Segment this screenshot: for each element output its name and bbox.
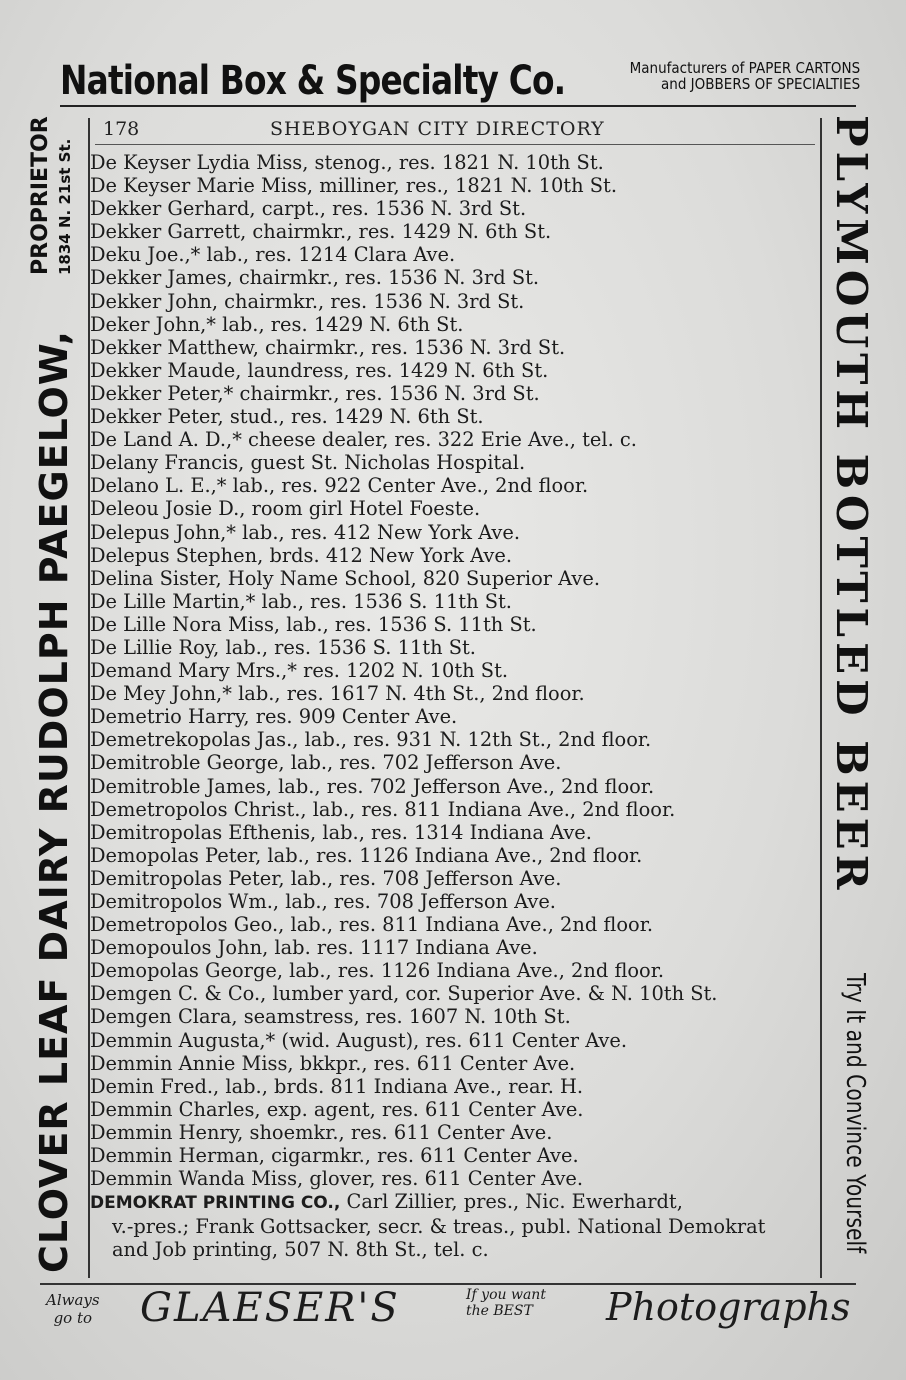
ad-if-you-want <box>466 1287 546 1319</box>
top-advertisement <box>60 50 860 110</box>
ad-glaesers: GLAESER'S <box>140 1285 400 1331</box>
directory-entries <box>90 151 818 1262</box>
list-item: Delina Sister, Holy Name School, 820 Superior Ave. <box>90 566 600 590</box>
page-header <box>95 118 815 140</box>
ad-if-you-want-line1: If you want <box>466 1287 546 1303</box>
list-item: Demitropolos Wm., lab., res. 708 Jefferson Ave. <box>90 890 556 913</box>
ad-always-go-to <box>46 1291 100 1327</box>
list-item: Demetropolos Geo., lab., res. 811 Indiana Ave., 2nd floor. <box>90 913 654 937</box>
list-item: Demetropolos Christ., lab., res. 811 Indiana Ave., 2nd floor. <box>90 797 676 821</box>
left-ad-address: 1834 N. 21st St. <box>56 138 74 275</box>
list-item: Dekker James, chairmkr., res. 1536 N. 3rd St. <box>90 266 540 290</box>
list-item-demokrat <box>90 1190 818 1215</box>
list-item: Demgen Clara, seamstress, res. 1607 N. 10th St. <box>90 1005 571 1029</box>
page-title: SHEBOYGAN CITY DIRECTORY <box>270 118 605 140</box>
left-ad-proprietor: PROPRIETOR <box>28 116 53 275</box>
list-item: Demmin Henry, shoemkr., res. 611 Center Ave. <box>90 1120 553 1144</box>
list-item: Demmin Annie Miss, bkkpr., res. 611 Center Ave. <box>90 1051 576 1075</box>
list-item: De Mey John,* lab., res. 1617 N. 4th St., 2nd floor. <box>90 682 585 706</box>
list-item: Demin Fred., lab., brds. 811 Indiana Ave., rear. H. <box>90 1074 584 1098</box>
list-item: Dekker Garrett, chairmkr., res. 1429 N. 6th St. <box>90 220 552 244</box>
list-item: Delepus Stephen, brds. 412 New York Ave. <box>90 543 512 567</box>
list-item: Demitroble George, lab., res. 702 Jefferson Ave. <box>90 751 562 775</box>
left-vertical-advertisement <box>26 115 86 1275</box>
list-item: Deleou Josie D., room girl Hotel Foeste. <box>90 497 481 521</box>
ad-tagline-line1: Manufacturers of PAPER CARTONS <box>629 59 860 77</box>
list-item: De Lille Nora Miss, lab., res. 1536 S. 11th St. <box>90 612 537 636</box>
right-ad-slogan: Try It and Convince Yourself <box>840 973 870 1254</box>
list-item: Demopolas Peter, lab., res. 1126 Indiana Ave., 2nd floor. <box>90 843 643 867</box>
ad-always: Always <box>46 1291 100 1309</box>
top-divider <box>60 105 856 107</box>
list-item: Deker John,* lab., res. 1429 N. 6th St. <box>90 312 464 336</box>
bottom-advertisement <box>40 1285 860 1345</box>
list-item: Demmin Wanda Miss, glover, res. 611 Center Ave. <box>90 1167 584 1191</box>
right-vertical-advertisement <box>818 115 880 1285</box>
list-item: Dekker Peter, stud., res. 1429 N. 6th St. <box>90 405 484 429</box>
list-item: Demmin Charles, exp. agent, res. 611 Center Ave. <box>90 1097 584 1121</box>
left-ad-main-text: CLOVER LEAF DAIRY RUDOLPH PAEGELOW, <box>32 329 76 1273</box>
list-item: De Keyser Marie Miss, milliner, res., 1821 N. 10th St. <box>90 174 617 198</box>
list-item: Demetrekopolas Jas., lab., res. 931 N. 12th St., 2nd floor. <box>90 728 652 752</box>
ad-go-to: go to <box>53 1309 93 1327</box>
list-item: Deku Joe.,* lab., res. 1214 Clara Ave. <box>90 243 456 267</box>
list-item: Demopoulos John, lab. res. 1117 Indiana Ave. <box>90 936 538 960</box>
right-divider <box>820 118 822 1278</box>
entry-bold-lead: DEMOKRAT PRINTING CO., <box>90 1193 341 1214</box>
list-item: Dekker Gerhard, carpt., res. 1536 N. 3rd St. <box>90 197 527 221</box>
list-item: De Lille Martin,* lab., res. 1536 S. 11th St. <box>90 589 512 613</box>
list-item: Delepus John,* lab., res. 412 New York Ave. <box>90 520 521 544</box>
list-item: Delano L. E.,* lab., res. 922 Center Ave., 2nd floor. <box>90 474 589 498</box>
list-item: Demand Mary Mrs.,* res. 1202 N. 10th St. <box>90 659 509 683</box>
ad-photographs: Photographs <box>606 1285 851 1329</box>
list-item: De Lillie Roy, lab., res. 1536 S. 11th St. <box>90 635 476 659</box>
list-item: Demetrio Harry, res. 909 Center Ave. <box>90 705 458 729</box>
list-item: De Keyser Lydia Miss, stenog., res. 1821 N. 10th St. <box>90 151 604 174</box>
ad-the-best: the BEST <box>466 1303 533 1319</box>
list-item: Delany Francis, guest St. Nicholas Hospital. <box>90 451 526 475</box>
header-divider <box>95 144 815 145</box>
list-item: Demopolas George, lab., res. 1126 Indiana Ave., 2nd floor. <box>90 959 665 983</box>
list-item-continuation: and Job printing, 507 N. 8th St., tel. c. <box>112 1238 489 1262</box>
list-item: Demgen C. & Co., lumber yard, cor. Superior Ave. & N. 10th St. <box>90 982 718 1006</box>
list-item: De Land A. D.,* cheese dealer, res. 322 Erie Ave., tel. c. <box>90 428 637 452</box>
page-number: 178 <box>103 118 140 140</box>
list-item: Dekker John, chairmkr., res. 1536 N. 3rd St. <box>90 289 525 313</box>
right-ad-main-text: PLYMOUTH BOTTLED BEER <box>827 115 876 895</box>
list-item: Demitropolas Peter, lab., res. 708 Jefferson Ave. <box>90 866 562 890</box>
ad-tagline-line2: and JOBBERS OF SPECIALTIES <box>660 75 860 93</box>
list-item: Demitroble James, lab., res. 702 Jefferson Ave., 2nd floor. <box>90 774 655 798</box>
list-item: Demmin Herman, cigarmkr., res. 611 Center Ave. <box>90 1144 579 1168</box>
list-item: Dekker Peter,* chairmkr., res. 1536 N. 3rd St. <box>90 381 540 405</box>
list-item: Dekker Maude, laundress, res. 1429 N. 6th St. <box>90 358 549 382</box>
list-item-continuation: v.-pres.; Frank Gottsacker, secr. & treas., publ. National Demokrat <box>112 1215 766 1239</box>
list-item: Dekker Matthew, chairmkr., res. 1536 N. 3rd St. <box>90 335 566 359</box>
entry-line1-rest: Carl Zillier, pres., Nic. Ewerhardt, <box>340 1190 683 1214</box>
list-item: Demmin Augusta,* (wid. August), res. 611 Center Ave. <box>90 1028 628 1052</box>
list-item: Demitropolas Efthenis, lab., res. 1314 Indiana Ave. <box>90 820 592 844</box>
ad-tagline <box>629 60 860 92</box>
ad-brand-name: National Box & Specialty Co. <box>60 58 566 104</box>
